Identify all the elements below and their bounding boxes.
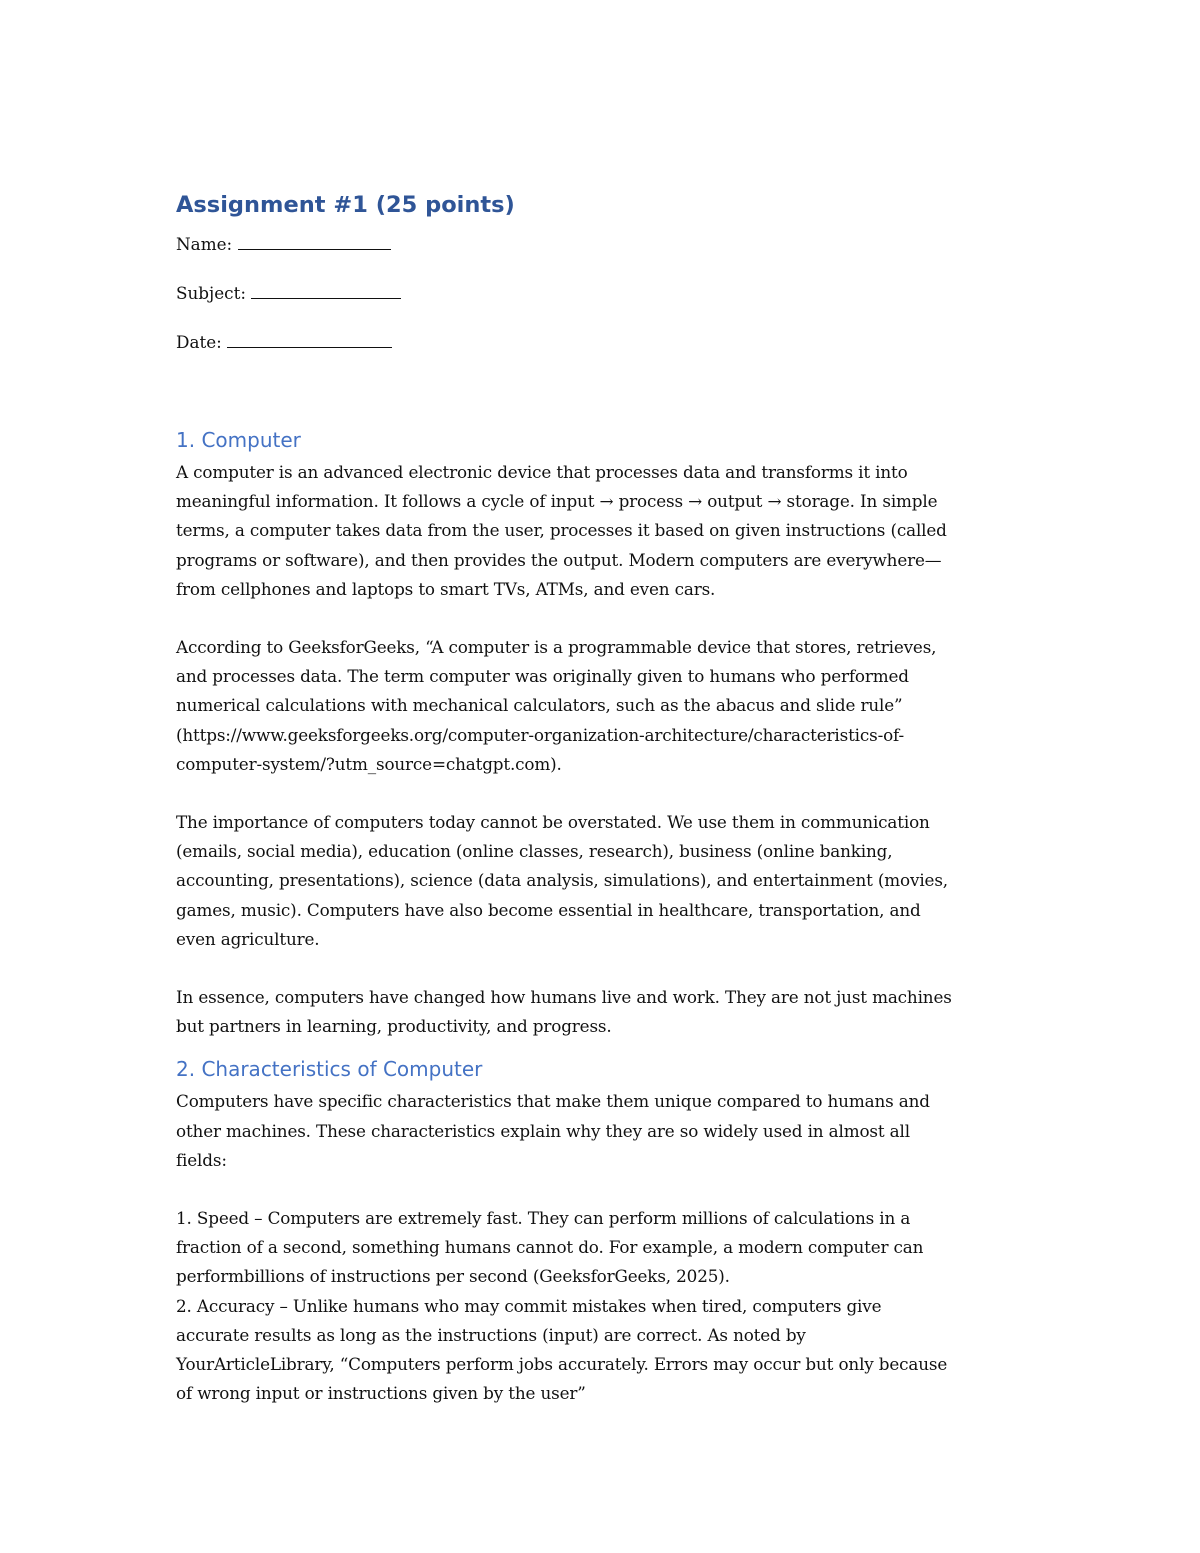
text-line: programs or software), and then provides the output. Modern computers are everywhere— [176,549,942,570]
date-label: Date: [176,332,222,352]
text-line: other machines. These characteristics explain why they are so widely used in almost all [176,1120,910,1141]
text-line: meaningful information. It follows a cycle of input → process → output → storage. In simple [176,491,938,512]
text-line: and processes data. The term computer was originally given to humans who performed [176,666,909,687]
list-item-continued: accurate results as long as the instructions (input) are correct. As noted by [176,1324,806,1345]
text-line: Computers have specific characteristics that make them unique compared to humans and [176,1091,930,1112]
text-line: fields: [176,1149,227,1170]
section-1-paragraph-2 [176,633,1036,779]
list-item-continued: fraction of a second, something humans cannot do. For example, a modern computer can [176,1237,924,1258]
text-line: (emails, social media), education (online classes, research), business (online banking, [176,841,893,862]
section-2-paragraph-1 [176,1087,1036,1175]
list-item-continued: of wrong input or instructions given by the user” [176,1383,586,1404]
subject-blank [251,284,401,299]
text-line: terms, a computer takes data from the user, processes it based on given instructions (called [176,520,947,541]
list-item-continued: performbillions of instructions per second (GeeksforGeeks, 2025). [176,1266,730,1287]
section-2-heading: 2. Characteristics of Computer [176,1057,483,1082]
date-blank [227,333,392,348]
name-field [176,232,1036,256]
text-line: accounting, presentations), science (data analysis, simulations), and entertainment (movies, [176,870,948,891]
section-1-heading: 1. Computer [176,428,301,452]
text-line: but partners in learning, productivity, and progress. [176,1016,612,1037]
text-line: According to GeeksforGeeks, “A computer is a programmable device that stores, retrieves, [176,637,937,658]
list-item: 1. Speed – Computers are extremely fast. They can perform millions of calculations in a [176,1208,911,1229]
list-item: 2. Accuracy – Unlike humans who may commit mistakes when tired, computers give [176,1295,882,1316]
text-line: The importance of computers today cannot be overstated. We use them in communication [176,812,930,833]
text-line: numerical calculations with mechanical calculators, such as the abacus and slide rule” [176,695,903,716]
name-blank [238,235,391,250]
section-1-paragraph-4 [176,983,1036,1041]
section-1-paragraph-3 [176,808,1036,954]
name-label: Name: [176,234,233,254]
text-line: In essence, computers have changed how humans live and work. They are not just machines [176,987,952,1008]
text-line: A computer is an advanced electronic device that processes data and transforms it into [176,462,908,482]
subject-field [176,281,1036,305]
text-line: even agriculture. [176,928,320,949]
section-1-paragraph-1 [176,458,1036,604]
date-field [176,330,1036,354]
list-item-continued: YourArticleLibrary, “Computers perform jobs accurately. Errors may occur but only because [176,1354,948,1375]
assignment-title: Assignment #1 (25 points) [176,192,515,218]
text-line: from cellphones and laptops to smart TVs, ATMs, and even cars. [176,578,716,599]
citation-url: (https://www.geeksforgeeks.org/computer-organization-architecture/characteristics-of- [176,724,905,745]
document-page [176,190,1036,1408]
text-line: games, music). Computers have also become essential in healthcare, transportation, and [176,899,921,920]
citation-url: computer-system/?utm_source=chatgpt.com). [176,753,562,774]
subject-label: Subject: [176,283,246,303]
characteristics-list [176,1204,1036,1408]
